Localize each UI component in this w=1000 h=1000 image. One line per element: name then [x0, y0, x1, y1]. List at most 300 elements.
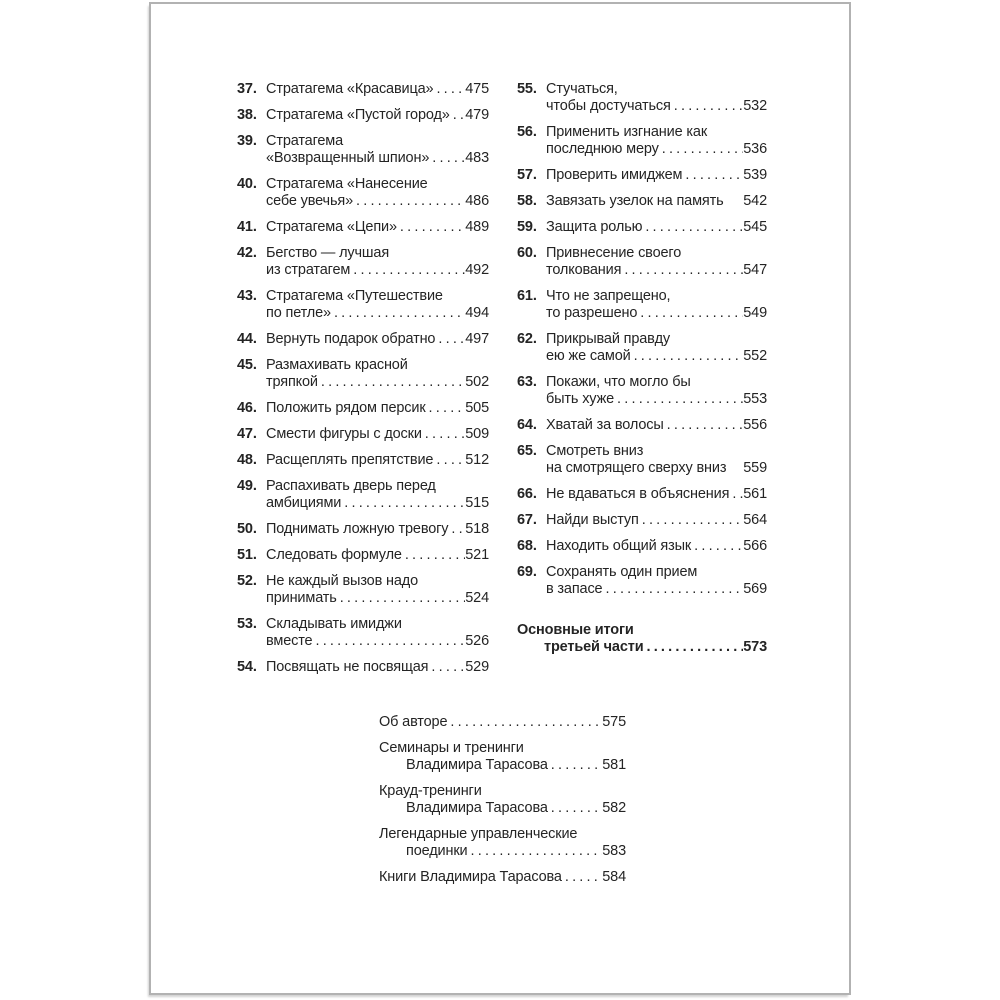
toc-entry-line — [266, 374, 489, 391]
toc-entry-text: Смотреть вниз — [546, 443, 644, 459]
toc-entry-text: Вернуть подарок обратно — [266, 331, 436, 347]
toc-entry — [517, 564, 767, 598]
dot-leader — [671, 98, 744, 115]
toc-entry-line — [266, 659, 489, 676]
toc-entry-line — [266, 573, 489, 590]
toc-entry-page-number: 521 — [465, 547, 489, 563]
toc-entry-line — [546, 348, 767, 365]
toc-entry-number: 65. — [517, 443, 537, 459]
toc-entry-line — [266, 331, 489, 348]
toc-entry-text: Не каждый вызов надо — [266, 573, 419, 589]
toc-entry-page-number: 524 — [465, 590, 489, 606]
toc-entry-line — [266, 176, 489, 193]
toc-entry-content — [266, 426, 489, 443]
toc-entry-line — [517, 622, 767, 639]
toc-entry — [517, 443, 767, 477]
toc-entry-text: Стратагема «Красавица» — [266, 81, 434, 97]
toc-right-column — [517, 81, 767, 665]
toc-entry-page-number: 479 — [465, 107, 489, 123]
toc-entry-content — [546, 331, 767, 365]
toc-entry-line — [546, 391, 767, 408]
toc-entry-number: 67. — [517, 512, 537, 528]
toc-entry-content — [266, 478, 489, 512]
toc-entry-content — [379, 826, 626, 860]
toc-entry-page-number: 545 — [743, 219, 767, 235]
dot-leader — [691, 538, 743, 555]
toc-entry-page-number: 497 — [465, 331, 489, 347]
toc-entry-line — [546, 262, 767, 279]
toc-entry-text: Привнесение своего — [546, 245, 682, 261]
dot-leader — [426, 400, 466, 417]
toc-entry-page-number: 502 — [465, 374, 489, 390]
toc-entry-number: 44. — [237, 331, 257, 347]
toc-entry-text: Завязать узелок на память — [546, 193, 724, 209]
dot-leader — [467, 843, 602, 860]
toc-entry-number: 56. — [517, 124, 537, 140]
toc-entry — [517, 288, 767, 322]
toc-entry — [379, 783, 626, 817]
toc-entry-line — [266, 357, 489, 374]
toc-entry-line — [266, 288, 489, 305]
toc-entry-content — [266, 452, 489, 469]
toc-entry-number: 61. — [517, 288, 537, 304]
toc-entry-number: 46. — [237, 400, 257, 416]
toc-entry-page-number: 492 — [465, 262, 489, 278]
toc-entry — [237, 357, 489, 391]
toc-entry-page-number: 536 — [743, 141, 767, 157]
toc-entry — [237, 616, 489, 650]
toc-entry — [379, 740, 626, 774]
toc-entry-line — [546, 443, 767, 460]
toc-entry-line — [379, 714, 626, 731]
dot-leader — [642, 219, 743, 236]
toc-entry-page-number: 559 — [743, 460, 767, 476]
toc-entry — [517, 417, 767, 434]
toc-entry-line — [546, 219, 767, 236]
toc-entry-page-number: 515 — [465, 495, 489, 511]
toc-entry — [517, 538, 767, 555]
toc-entry-text: Основные итоги — [517, 622, 634, 638]
toc-entry-line — [546, 460, 767, 477]
toc-entry-text: Покажи, что могло бы — [546, 374, 691, 390]
toc-entry-text: Стратагема — [266, 133, 344, 149]
toc-entry-page-number: 561 — [743, 486, 767, 502]
toc-entry-text: Бегство — лучшая — [266, 245, 390, 261]
toc-entry-page-number: 583 — [602, 843, 626, 859]
toc-entry-number: 53. — [237, 616, 257, 632]
dot-leader — [682, 167, 743, 184]
toc-entry — [237, 521, 489, 538]
toc-entry-content — [546, 564, 767, 598]
toc-entry-line — [266, 150, 489, 167]
toc-entry-line — [379, 740, 626, 757]
toc-entry-text: последнюю меру — [546, 141, 659, 157]
toc-entry-line — [266, 107, 489, 124]
toc-entry-content — [379, 714, 626, 731]
toc-entry-page-number: 486 — [465, 193, 489, 209]
toc-entry-text: Стратагема «Пустой город» — [266, 107, 450, 123]
toc-entry-text: Хватай за волосы — [546, 417, 664, 433]
toc-entry-text: Применить изгнание как — [546, 124, 708, 140]
toc-entry-text: Стратагема «Нанесение — [266, 176, 428, 192]
toc-entry-page-number: 483 — [465, 150, 489, 166]
toc-entry — [237, 573, 489, 607]
toc-entry — [517, 331, 767, 365]
toc-entry-content — [546, 81, 767, 115]
toc-entry-line — [546, 374, 767, 391]
toc-entry-line — [379, 783, 626, 800]
toc-entry — [517, 193, 767, 210]
toc-entry-text: в запасе — [546, 581, 603, 597]
toc-entry-line — [266, 478, 489, 495]
toc-entry-line — [406, 800, 626, 817]
toc-entry-line — [266, 400, 489, 417]
toc-entry-number: 63. — [517, 374, 537, 390]
toc-entry-text: на смотрящего сверху вниз — [546, 460, 727, 476]
toc-entry — [237, 478, 489, 512]
toc-entry-line — [406, 757, 626, 774]
toc-entry-line — [266, 262, 489, 279]
dot-leader — [350, 262, 465, 279]
toc-entry — [517, 374, 767, 408]
toc-entry — [237, 245, 489, 279]
toc-entry-text: себе увечья» — [266, 193, 353, 209]
toc-entry-number: 42. — [237, 245, 257, 261]
toc-entry-text: Найди выступ — [546, 512, 639, 528]
toc-entry — [237, 331, 489, 348]
toc-entry — [379, 714, 626, 731]
toc-entry — [379, 826, 626, 860]
toc-entry-line — [546, 486, 767, 503]
toc-entry-page-number: 569 — [743, 581, 767, 597]
toc-entry-number: 54. — [237, 659, 257, 675]
toc-entry-content — [266, 547, 489, 564]
dot-leader — [433, 81, 465, 98]
toc-entry-page-number: 553 — [743, 391, 767, 407]
toc-entry-content — [266, 573, 489, 607]
toc-entry-content — [546, 443, 767, 477]
toc-entry-line — [546, 245, 767, 262]
toc-entry-content — [266, 357, 489, 391]
toc-entry-number: 55. — [517, 81, 537, 97]
toc-entry-number: 49. — [237, 478, 257, 494]
toc-entry — [237, 547, 489, 564]
toc-entry-text: Крауд-тренинги — [379, 783, 482, 799]
toc-entry-content — [546, 193, 767, 210]
toc-entry-text: Книги Владимира Тарасова — [379, 869, 562, 885]
toc-entry-number: 43. — [237, 288, 257, 304]
dot-leader — [337, 590, 466, 607]
toc-entry-line — [546, 141, 767, 158]
toc-entry-line — [266, 495, 489, 512]
toc-entry — [379, 869, 626, 886]
toc-entry-content — [266, 133, 489, 167]
toc-entry-text: Складывать имиджи — [266, 616, 402, 632]
toc-entry — [517, 622, 767, 656]
dot-leader — [429, 150, 465, 167]
toc-entry-text: третьей части — [544, 639, 644, 655]
toc-entry-content — [266, 81, 489, 98]
toc-entry-page-number: 549 — [743, 305, 767, 321]
toc-entry-text: поединки — [406, 843, 468, 859]
toc-entry-number: 51. — [237, 547, 257, 563]
dot-leader — [447, 714, 602, 731]
toc-entry-line — [266, 616, 489, 633]
toc-entry — [237, 133, 489, 167]
toc-entry-content — [266, 245, 489, 279]
toc-entry-page-number: 582 — [602, 800, 626, 816]
toc-entry-text: Размахивать красной — [266, 357, 408, 373]
toc-entry-content — [546, 288, 767, 322]
toc-entry-line — [546, 305, 767, 322]
dot-leader — [664, 417, 744, 434]
toc-entry-number: 68. — [517, 538, 537, 554]
dot-leader — [602, 581, 743, 598]
toc-entry-content — [266, 659, 489, 676]
toc-entry-text: принимать — [266, 590, 337, 606]
toc-entry-content — [546, 538, 767, 555]
toc-entry-content — [266, 107, 489, 124]
toc-entry-page-number: 505 — [465, 400, 489, 416]
toc-entry-text: «Возвращенный шпион» — [266, 150, 430, 166]
toc-entry-line — [266, 219, 489, 236]
toc-entry — [237, 107, 489, 124]
toc-entry-line — [546, 417, 767, 434]
toc-entry-number: 38. — [237, 107, 257, 123]
toc-entry-text: толкования — [546, 262, 622, 278]
toc-entry-number: 57. — [517, 167, 537, 183]
toc-entry-page-number: 526 — [465, 633, 489, 649]
toc-entry-line — [266, 521, 489, 538]
toc-entry-page-number: 575 — [602, 714, 626, 730]
toc-entry-page-number: 564 — [743, 512, 767, 528]
dot-leader — [353, 193, 465, 210]
toc-entry-line — [546, 193, 767, 210]
dot-leader — [312, 633, 465, 650]
toc-entry — [237, 219, 489, 236]
dot-leader — [562, 869, 602, 886]
toc-entry-text: Владимира Тарасова — [406, 800, 548, 816]
dot-leader — [428, 659, 465, 676]
toc-entry-content — [546, 219, 767, 236]
dot-leader — [621, 262, 743, 279]
toc-entry-line — [266, 426, 489, 443]
toc-entry-number: 64. — [517, 417, 537, 433]
toc-entry-line — [266, 590, 489, 607]
toc-entry-page-number: 539 — [743, 167, 767, 183]
dot-leader — [341, 495, 465, 512]
toc-entry-page-number: 547 — [743, 262, 767, 278]
toc-entry-text: Положить рядом персик — [266, 400, 426, 416]
toc-entry-number: 60. — [517, 245, 537, 261]
toc-entry-text: быть хуже — [546, 391, 615, 407]
toc-entry — [517, 219, 767, 236]
toc-entry-number: 50. — [237, 521, 257, 537]
toc-entry-number: 39. — [237, 133, 257, 149]
toc-entry-line — [266, 245, 489, 262]
toc-entry-text: Прикрывай правду — [546, 331, 670, 347]
dot-leader — [548, 757, 602, 774]
toc-entry-line — [546, 564, 767, 581]
toc-entry-text: Расщеплять препятствие — [266, 452, 434, 468]
dot-leader — [435, 331, 465, 348]
toc-entry — [237, 288, 489, 322]
toc-entry-content — [546, 486, 767, 503]
toc-entry-number: 52. — [237, 573, 257, 589]
toc-entry-text: Смести фигуры с доски — [266, 426, 422, 442]
toc-entry-line — [546, 331, 767, 348]
dot-leader — [639, 512, 744, 529]
toc-entry-content — [546, 124, 767, 158]
toc-entry-text: Легендарные управленческие — [379, 826, 578, 842]
toc-entry-content — [517, 622, 767, 656]
toc-entry-line — [546, 581, 767, 598]
toc-entry-page-number: 552 — [743, 348, 767, 364]
toc-entry-text: то разрешено — [546, 305, 638, 321]
toc-entry-page-number: 489 — [465, 219, 489, 235]
book-page — [149, 2, 851, 995]
toc-entry — [517, 512, 767, 529]
toc-entry — [237, 426, 489, 443]
toc-entry-line — [266, 193, 489, 210]
toc-entry-content — [266, 331, 489, 348]
toc-entry-page-number: 518 — [465, 521, 489, 537]
toc-entry-text: Не вдаваться в объяснения — [546, 486, 730, 502]
toc-entry-page-number: 573 — [743, 639, 767, 655]
toc-entry-page-number: 475 — [465, 81, 489, 97]
toc-entry-number: 48. — [237, 452, 257, 468]
toc-entry-page-number: 584 — [602, 869, 626, 885]
toc-entry-number: 45. — [237, 357, 257, 373]
toc-entry-line — [544, 639, 767, 656]
dot-leader — [643, 639, 743, 656]
toc-entry-text: Об авторе — [379, 714, 448, 730]
toc-entry — [517, 124, 767, 158]
toc-entry-text: Стучаться, — [546, 81, 618, 97]
dot-leader — [433, 452, 465, 469]
dot-leader — [450, 107, 466, 124]
toc-entry-text: ею же самой — [546, 348, 631, 364]
toc-entry-number: 37. — [237, 81, 257, 97]
toc-entry-line — [379, 869, 626, 886]
toc-entry — [517, 167, 767, 184]
toc-entry-content — [266, 288, 489, 322]
toc-entry-line — [546, 167, 767, 184]
toc-entry-text: Проверить имиджем — [546, 167, 683, 183]
toc-entry-line — [546, 288, 767, 305]
toc-bottom-section — [379, 714, 626, 895]
dot-leader — [729, 486, 743, 503]
toc-entry-page-number: 542 — [743, 193, 767, 209]
toc-entry-page-number: 509 — [465, 426, 489, 442]
toc-entry — [237, 81, 489, 98]
toc-entry-content — [266, 521, 489, 538]
dot-leader — [614, 391, 743, 408]
toc-entry-number: 69. — [517, 564, 537, 580]
toc-entry-content — [266, 176, 489, 210]
toc-entry — [237, 659, 489, 676]
dot-leader — [318, 374, 465, 391]
toc-entry-content — [266, 400, 489, 417]
toc-entry-page-number: 494 — [465, 305, 489, 321]
toc-entry — [517, 81, 767, 115]
toc-entry-content — [266, 616, 489, 650]
toc-entry-line — [266, 547, 489, 564]
toc-entry-content — [546, 245, 767, 279]
toc-entry-line — [266, 133, 489, 150]
toc-entry-line — [546, 538, 767, 555]
dot-leader — [637, 305, 743, 322]
toc-entry-number: 66. — [517, 486, 537, 502]
toc-entry-number: 41. — [237, 219, 257, 235]
toc-entry-number: 62. — [517, 331, 537, 347]
toc-entry-text: Сохранять один прием — [546, 564, 698, 580]
toc-left-column — [237, 81, 489, 685]
toc-entry-content — [266, 219, 489, 236]
toc-entry — [237, 400, 489, 417]
toc-entry-line — [406, 843, 626, 860]
toc-entry-text: Посвящать не посвящая — [266, 659, 429, 675]
toc-entry-text: из стратагем — [266, 262, 351, 278]
dot-leader — [631, 348, 744, 365]
toc-entry-text: вместе — [266, 633, 313, 649]
toc-entry-page-number: 532 — [743, 98, 767, 114]
toc-entry-text: Находить общий язык — [546, 538, 692, 554]
dot-leader — [448, 521, 465, 538]
toc-entry-content — [546, 167, 767, 184]
toc-entry-text: Защита ролью — [546, 219, 643, 235]
toc-entry-text: амбициями — [266, 495, 342, 511]
toc-entry-text: Что не запрещено, — [546, 288, 671, 304]
toc-entry-content — [546, 417, 767, 434]
toc-entry — [237, 452, 489, 469]
dot-leader — [548, 800, 602, 817]
toc-entry-content — [546, 374, 767, 408]
toc-entry-text: тряпкой — [266, 374, 318, 390]
dot-leader — [422, 426, 465, 443]
toc-entry — [517, 245, 767, 279]
toc-entry-text: Стратагема «Цепи» — [266, 219, 397, 235]
toc-entry-line — [266, 81, 489, 98]
toc-entry-text: Поднимать ложную тревогу — [266, 521, 449, 537]
toc-entry-page-number: 556 — [743, 417, 767, 433]
toc-entry-line — [266, 633, 489, 650]
toc-entry-number: 58. — [517, 193, 537, 209]
toc-entry-text: Стратагема «Путешествие — [266, 288, 443, 304]
toc-entry-page-number: 529 — [465, 659, 489, 675]
toc-entry-content — [379, 783, 626, 817]
toc-entry-content — [546, 512, 767, 529]
toc-entry-number: 59. — [517, 219, 537, 235]
toc-entry-content — [379, 740, 626, 774]
toc-entry-page-number: 581 — [602, 757, 626, 773]
dot-leader — [402, 547, 465, 564]
toc-entry-text: Распахивать дверь перед — [266, 478, 436, 494]
toc-entry — [237, 176, 489, 210]
toc-entry-line — [546, 124, 767, 141]
toc-entry-text: Владимира Тарасова — [406, 757, 548, 773]
dot-leader — [331, 305, 465, 322]
toc-entry-text: чтобы достучаться — [546, 98, 671, 114]
toc-entry-number: 47. — [237, 426, 257, 442]
toc-entry-line — [266, 305, 489, 322]
toc-entry-line — [379, 826, 626, 843]
dot-leader — [659, 141, 744, 158]
toc-entry-number: 40. — [237, 176, 257, 192]
toc-entry-line — [546, 81, 767, 98]
toc-entry-line — [546, 512, 767, 529]
dot-leader — [397, 219, 465, 236]
